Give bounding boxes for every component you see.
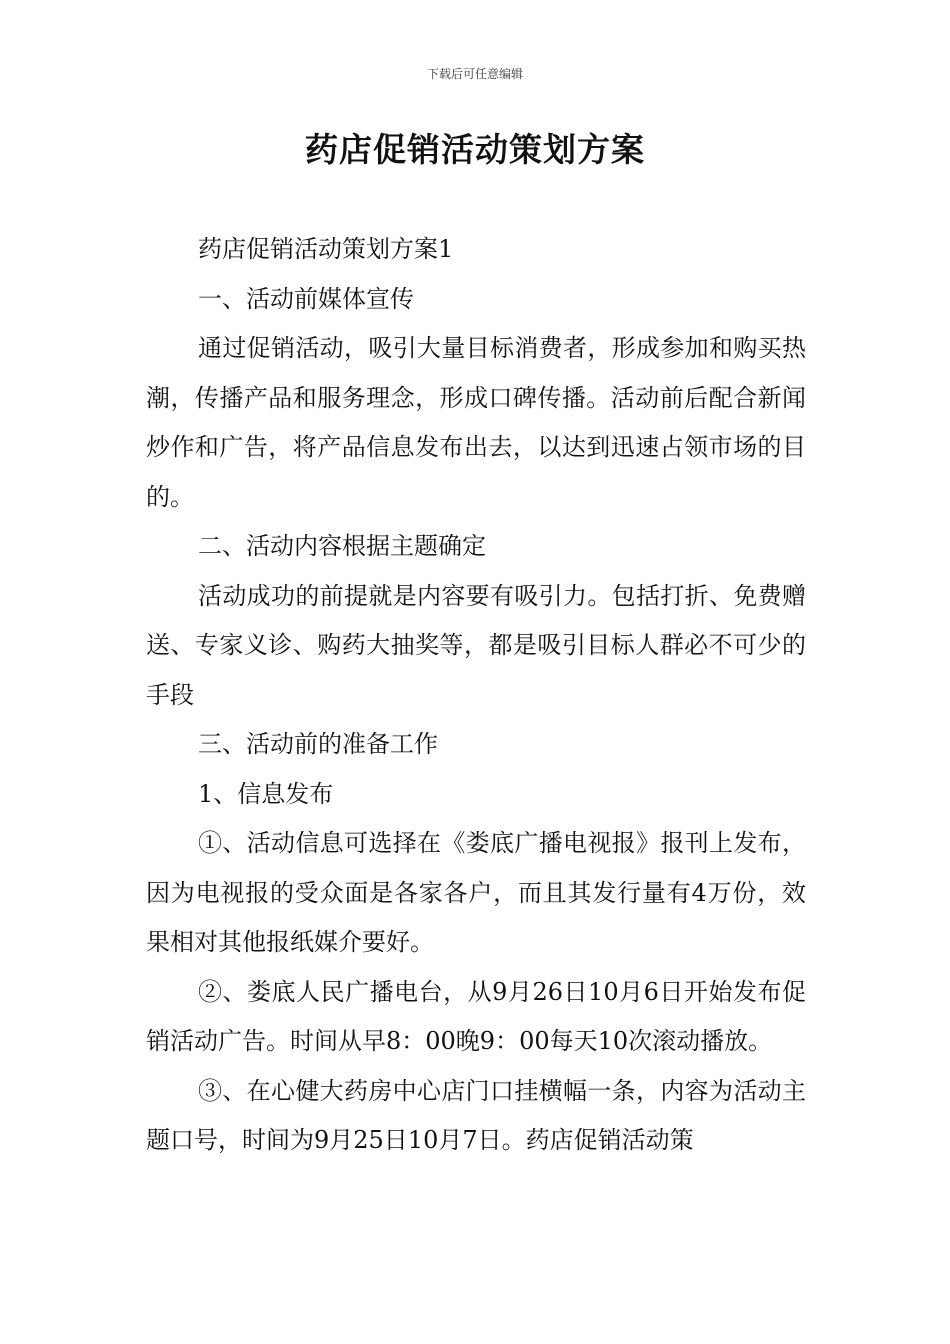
- paragraph-heading-content: 二、活动内容根据主题确定: [198, 532, 486, 560]
- paragraph-subheading-info: 1、信息发布: [198, 779, 334, 808]
- header-note: 下载后可任意编辑: [426, 67, 523, 81]
- paragraph-media-body: 通过促销活动，吸引大量目标消费者，形成参加和购买热潮，传播产品和服务理念，形成口碑传播。活动前后配合新闻炒作和广告，将产品信息发布出去，以达到迅速占领市场的目的。: [146, 334, 806, 511]
- paragraph-section-heading: 药店促销活动策划方案1: [198, 235, 454, 263]
- document-title: 药店促销活动策划方案: [305, 130, 645, 169]
- paragraph-item-1: ①、活动信息可选择在《娄底广播电视报》报刊上发布，因为电视报的受众面是各家各户，而且其发行量有4万份，效果相对其他报纸媒介要好。: [146, 829, 806, 956]
- paragraph-content-body: 活动成功的前提就是内容要有吸引力。包括打折、免费赠送、专家义诊、购药大抽奖等，都是吸引目标人群必不可少的手段: [146, 581, 806, 709]
- paragraph-item-2: ②、娄底人民广播电台，从9月26日10月6日开始发布促销活动广告。时间从早8：00晚9：00每天10次滚动播放。: [146, 977, 806, 1055]
- paragraph-item-3: ③、在心健大药房中心店门口挂横幅一条，内容为活动主题口号，时间为9月25日10月7日。药店促销活动策: [146, 1076, 806, 1154]
- paragraph-heading-preparation: 三、活动前的准备工作: [198, 730, 438, 758]
- document-body: [146, 225, 806, 1166]
- paragraph-heading-media: 一、活动前媒体宣传: [198, 284, 414, 313]
